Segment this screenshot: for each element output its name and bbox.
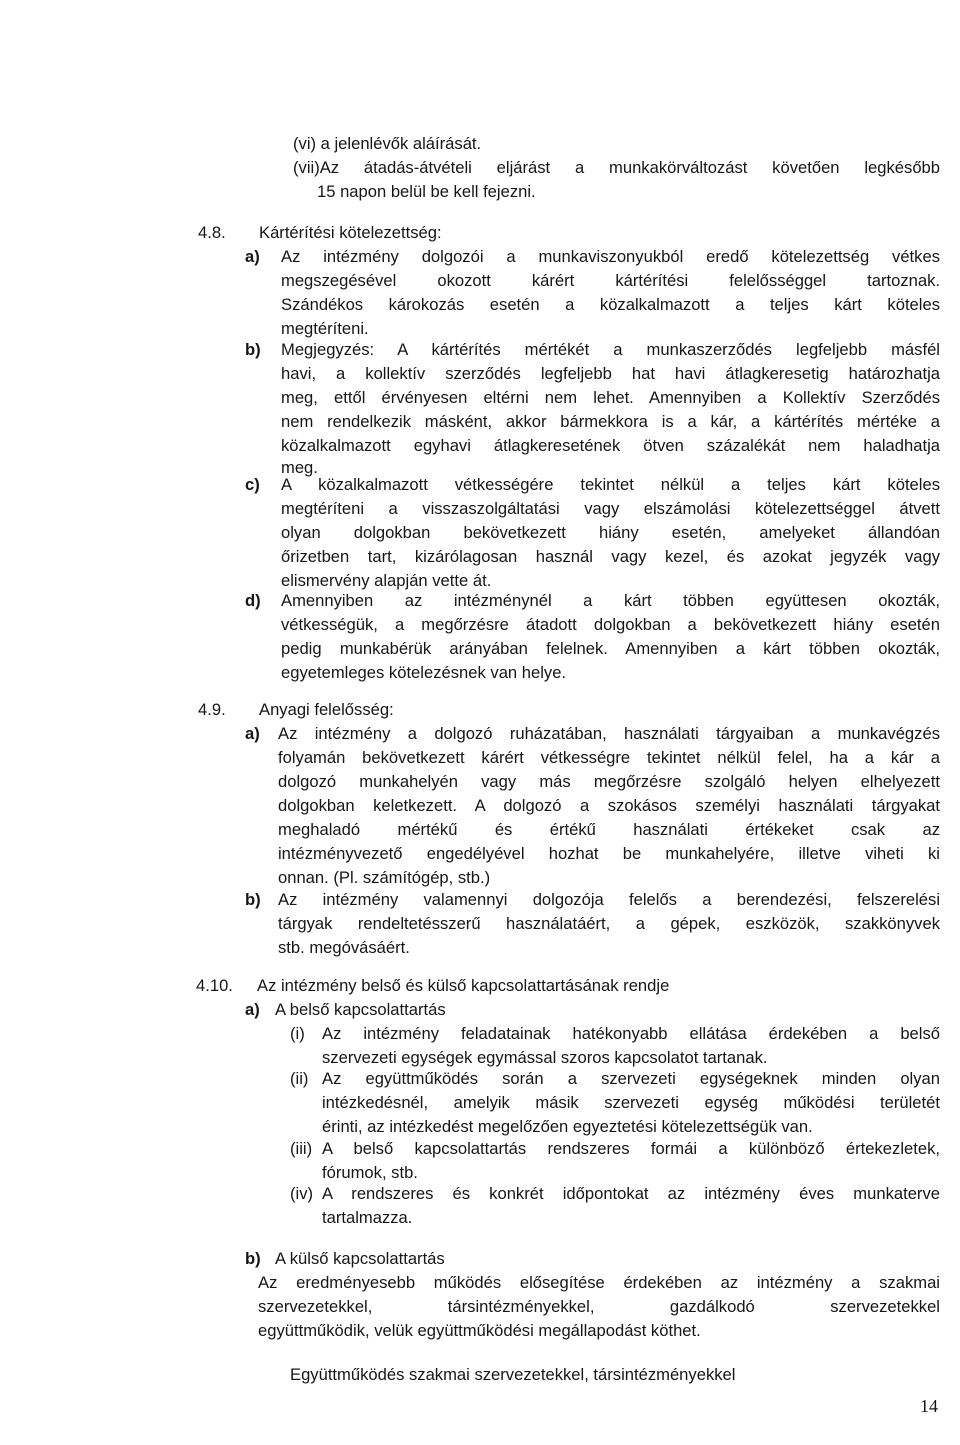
paragraph-line: Az intézmény valamennyi dolgozója felelős a berendezési, felszerelési xyxy=(278,890,940,909)
paragraph-line: érinti, az intézkedést megelőzően egyeztetési kötelezettségük van. xyxy=(322,1117,813,1136)
paragraph-line: elismervény alapján vette át. xyxy=(281,571,492,590)
list-marker: b) xyxy=(245,890,261,909)
paragraph-line: pedig munkabérük arányában felelnek. Amennyiben a kárt többen okozták, xyxy=(281,639,940,658)
item-vii-line: 15 napon belül be kell fejezni. xyxy=(317,182,536,201)
paragraph-line: Az eredményesebb működés elősegítése érdekében az intézmény a szakmai xyxy=(258,1273,940,1292)
paragraph-line: stb. megóvásáért. xyxy=(278,938,410,957)
paragraph-line: intézményvezető engedélyével hozhat be munkahelyére, illetve viheti ki xyxy=(278,844,940,863)
paragraph-line: Szándékos károkozás esetén a közalkalmazott a teljes kárt köteles xyxy=(281,295,940,314)
paragraph-line: Az intézmény a dolgozó ruházatában, használati tárgyaiban a munkavégzés xyxy=(278,724,940,743)
paragraph-line: közalkalmazott egyhavi átlagkeresetének ötven százalékát nem haladhatja xyxy=(281,436,940,455)
list-marker: a) xyxy=(245,1000,260,1019)
list-marker: a) xyxy=(245,724,260,743)
list-marker: b) xyxy=(245,340,261,359)
list-marker: b) xyxy=(245,1249,261,1268)
section-title: Anyagi felelősség: xyxy=(259,700,394,719)
section-number: 4.10. xyxy=(196,976,233,995)
list-marker: (iii) xyxy=(290,1139,313,1158)
paragraph-line: fórumok, stb. xyxy=(322,1163,418,1182)
paragraph-line: őrizetben tart, kizárólagosan használ vagy kezel, és azokat jegyzék vagy xyxy=(281,547,940,566)
paragraph-line: szervezeti egységek egymással szoros kapcsolatot tartanak. xyxy=(322,1048,768,1067)
paragraph-line: nem rendelkezik másként, akkor bármekkora is a kár, a kártérítés mértéke a xyxy=(281,412,940,431)
paragraph-line: Amennyiben az intézménynél a kárt többen együttesen okozták, xyxy=(281,591,940,610)
section-number: 4.8. xyxy=(198,223,226,242)
paragraph-line: intézkedésnél, amelyik másik szervezeti egység működési területét xyxy=(322,1093,940,1112)
section-number: 4.9. xyxy=(198,700,226,719)
paragraph-line: Az intézmény dolgozói a munkaviszonyukból eredő kötelezettség vétkes xyxy=(281,247,940,266)
paragraph-line: meg, ettől érvényesen eltérni nem lehet. Amennyiben a Kollektív Szerződés xyxy=(281,388,940,407)
paragraph-line: dolgozó munkahelyén vagy más megőrzésre szolgáló helyen elhelyezett xyxy=(278,772,940,791)
subheading: Együttműködés szakmai szervezetekkel, társintézményekkel xyxy=(290,1365,736,1384)
list-marker: (ii) xyxy=(290,1069,309,1088)
subsection-title: A külső kapcsolattartás xyxy=(275,1249,445,1268)
paragraph-line: Az együttműködés során a szervezeti egységeknek minden olyan xyxy=(322,1069,940,1088)
paragraph-line: tárgyak rendeltetésszerű használatáért, a gépek, eszközök, szakkönyvek xyxy=(278,914,940,933)
subsection-title: A belső kapcsolattartás xyxy=(275,1000,446,1019)
item-vi: (vi) a jelenlévők aláírását. xyxy=(293,134,482,153)
paragraph-line: megtéríteni. xyxy=(281,319,369,338)
list-marker: a) xyxy=(245,247,260,266)
section-title: Kártérítési kötelezettség: xyxy=(259,223,442,242)
list-marker: (i) xyxy=(290,1024,305,1043)
list-marker: c) xyxy=(245,475,260,494)
paragraph-line: megszegésével okozott kárért kártérítési felelősséggel tartoznak. xyxy=(281,271,940,290)
paragraph-line: dolgokban keletkezett. A dolgozó a szokásos személyi használati tárgyakat xyxy=(278,796,940,815)
list-marker: (iv) xyxy=(290,1184,314,1203)
paragraph-line: tartalmazza. xyxy=(322,1208,413,1227)
paragraph-line: onnan. (Pl. számítógép, stb.) xyxy=(278,868,491,887)
section-title: Az intézmény belső és külső kapcsolattartásának rendje xyxy=(257,976,670,995)
page-number: 14 xyxy=(920,1396,938,1416)
paragraph-line: olyan dolgokban bekövetkezett hiány esetén, amelyeket állandóan xyxy=(281,523,940,542)
paragraph-line: folyamán bekövetkezett kárért vétkességre tekintet nélkül felel, ha a kár a xyxy=(278,748,940,767)
list-marker: d) xyxy=(245,591,261,610)
paragraph-line: A rendszeres és konkrét időpontokat az intézmény éves munkaterve xyxy=(322,1184,940,1203)
paragraph-line: szervezetekkel, társintézményekkel, gazdálkodó szervezetekkel xyxy=(258,1297,940,1316)
paragraph-line: Megjegyzés: A kártérítés mértékét a munkaszerződés legfeljebb másfél xyxy=(281,340,940,359)
paragraph-line: vétkességük, a megőrzésre átadott dolgokban a bekövetkezett hiány esetén xyxy=(281,615,940,634)
paragraph-line: A belső kapcsolattartás rendszeres formái a különböző értekezletek, xyxy=(322,1139,940,1158)
item-vii-line: (vii)Az átadás-átvételi eljárást a munkakörváltozást követően legkésőbb xyxy=(293,158,940,177)
paragraph-line: A közalkalmazott vétkességére tekintet nélkül a teljes kárt köteles xyxy=(281,475,940,494)
paragraph-line: együttműködik, velük együttműködési megállapodást köthet. xyxy=(258,1321,701,1340)
paragraph-line: meghaladó mértékű és értékű használati értékeket csak az xyxy=(278,820,940,839)
paragraph-line: megtéríteni a visszaszolgáltatási vagy elszámolási kötelezettséggel átvett xyxy=(281,499,940,518)
paragraph-line: havi, a kollektív szerződés legfeljebb hat havi átlagkeresetig határozhatja xyxy=(281,364,940,383)
paragraph-line: Az intézmény feladatainak hatékonyabb ellátása érdekében a belső xyxy=(322,1024,940,1043)
paragraph-line: egyetemleges kötelezésnek van helye. xyxy=(281,663,567,682)
paragraph-line: meg. xyxy=(281,458,318,477)
